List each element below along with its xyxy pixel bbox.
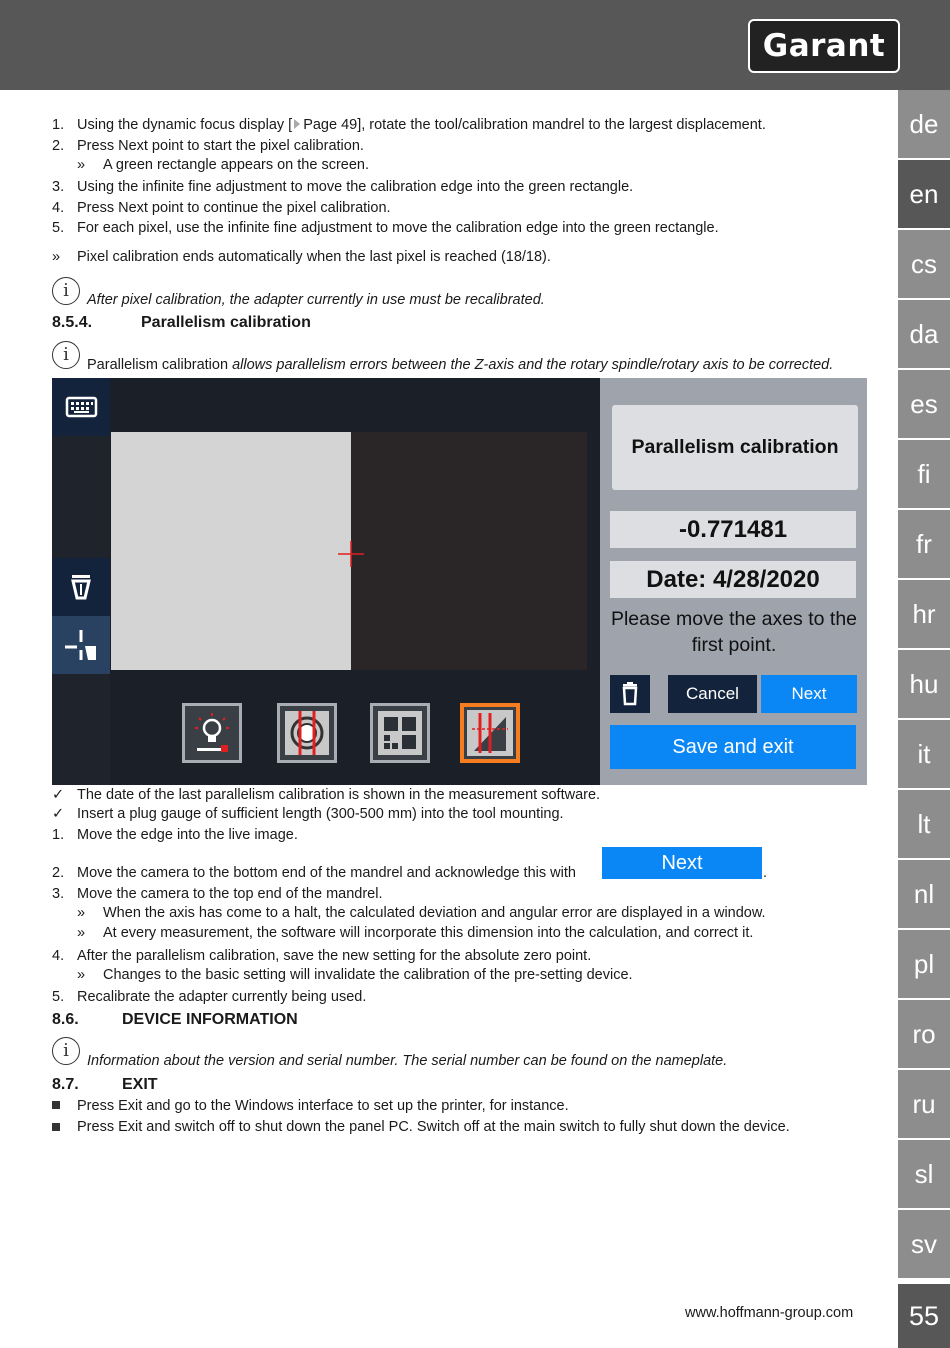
lang-tab-sv[interactable]: sv <box>898 1210 950 1278</box>
delete-button[interactable] <box>610 675 650 713</box>
step-text: For each pixel, use the infinite fine adjustment to move the calibration edge into the green rectangle. <box>77 220 719 236</box>
trash-icon <box>610 675 650 713</box>
info-icon: i <box>52 1037 80 1065</box>
result-text: Changes to the basic setting will invalidate the calibration of the pre-setting device. <box>103 967 633 983</box>
deviation-value: -0.771481 <box>610 511 856 548</box>
live-image[interactable] <box>111 432 351 670</box>
lang-tab-ru[interactable]: ru <box>898 1070 950 1138</box>
step-text: Move the camera to the top end of the mandrel. <box>77 886 383 902</box>
step-text-before: Using the dynamic focus display [ <box>77 117 293 133</box>
tool-holder-icon <box>52 558 110 616</box>
app-screenshot <box>52 378 867 785</box>
save-and-exit-button[interactable]: Save and exit <box>610 725 856 769</box>
section-number: 8.6. <box>52 1011 79 1028</box>
step-text: After the parallelism calibration, save the new setting for the absolute zero point. <box>77 948 592 964</box>
result-marker: » <box>52 249 61 265</box>
note-plain: Parallelism calibration <box>87 357 229 373</box>
info-icon: i <box>52 277 80 305</box>
step-text-tail: . <box>763 865 768 881</box>
step-number: 2. <box>52 138 65 154</box>
parallelism-icon <box>464 707 516 759</box>
step-number: 4. <box>52 200 65 216</box>
date-value: 4/28/2020 <box>712 566 820 593</box>
keyboard-button[interactable] <box>52 378 110 436</box>
instruction-message: Please move the axes to the first point. <box>610 608 858 656</box>
step-text: Recalibrate the adapter currently being used. <box>77 989 367 1005</box>
footer-url[interactable]: www.hoffmann-group.com <box>685 1305 854 1321</box>
lang-tab-nl[interactable]: nl <box>898 860 950 928</box>
lang-tab-it[interactable]: it <box>898 720 950 788</box>
lang-tab-en[interactable]: en <box>898 160 950 228</box>
tool-holder-button[interactable] <box>52 558 110 616</box>
step-number: 3. <box>52 179 65 195</box>
bullet-text: Press Exit and go to the Windows interface to set up the printer, for instance. <box>77 1098 569 1114</box>
step-number: 1. <box>52 117 65 133</box>
date-label: Date: <box>646 566 707 593</box>
red-crosshair-icon <box>338 541 364 567</box>
calibration-panel <box>600 378 867 785</box>
lang-tab-hr[interactable]: hr <box>898 580 950 648</box>
result-marker: » <box>77 925 86 941</box>
info-icon: i <box>52 341 80 369</box>
bullet-text: Press Exit and switch off to shut down the panel PC. Switch off at the main switch to fully shut down the device. <box>77 1119 790 1135</box>
note-text <box>87 356 833 374</box>
concentricity-icon <box>280 706 334 760</box>
result-text: A green rectangle appears on the screen. <box>103 157 370 173</box>
lang-tab-pl[interactable]: pl <box>898 930 950 998</box>
section-title: Parallelism calibration <box>141 314 311 331</box>
lang-tab-sl[interactable]: sl <box>898 1140 950 1208</box>
section-title: EXIT <box>122 1076 158 1093</box>
next-button[interactable]: Next <box>761 675 857 713</box>
grid-view-button[interactable] <box>370 703 430 763</box>
lang-tab-de[interactable]: de <box>898 90 950 158</box>
lang-tab-ro[interactable]: ro <box>898 1000 950 1068</box>
panel-title: Parallelism calibration <box>612 405 858 490</box>
precondition-text: The date of the last parallelism calibration is shown in the measurement software. <box>77 787 601 803</box>
keyboard-icon <box>52 378 110 436</box>
step-number: 5. <box>52 989 65 1005</box>
step-number: 2. <box>52 865 65 881</box>
parallelism-button[interactable] <box>460 703 520 763</box>
result-marker: » <box>77 967 86 983</box>
step-text: Press Next point to start the pixel calibration. <box>77 138 364 154</box>
result-text: At every measurement, the software will incorporate this dimension into the calculation, and correct it. <box>103 925 754 941</box>
step-text: Press Next point to continue the pixel calibration. <box>77 200 391 216</box>
lang-tab-da[interactable]: da <box>898 300 950 368</box>
result-text: Pixel calibration ends automatically when the last pixel is reached (18/18). <box>77 249 551 265</box>
page-number: 55 <box>898 1284 950 1348</box>
lang-tab-cs[interactable]: cs <box>898 230 950 298</box>
step-text: Move the edge into the live image. <box>77 827 298 843</box>
step-text: Using the infinite fine adjustment to move the calibration edge into the green rectangle. <box>77 179 634 195</box>
step-number: 3. <box>52 886 65 902</box>
language-sidebar <box>898 90 950 1280</box>
lang-tab-hu[interactable]: hu <box>898 650 950 718</box>
section-number: 8.5.4. <box>52 314 93 331</box>
note-text: After pixel calibration, the adapter currently in use must be recalibrated. <box>87 292 545 308</box>
step-text: Move the camera to the bottom end of the mandrel and acknowledge this with <box>77 865 576 881</box>
step-number: 1. <box>52 827 65 843</box>
live-image-dark-area <box>351 432 587 670</box>
crosshair-tool-button[interactable] <box>52 616 110 674</box>
result-text: When the axis has come to a halt, the calculated deviation and angular error are displayed in a window. <box>103 905 766 921</box>
check-mark-icon: ✓ <box>52 806 65 822</box>
step-number: 5. <box>52 220 65 236</box>
lang-tab-fi[interactable]: fi <box>898 440 950 508</box>
lighting-button[interactable] <box>182 703 242 763</box>
result-marker: » <box>77 905 86 921</box>
lang-tab-lt[interactable]: lt <box>898 790 950 858</box>
precondition-text: Insert a plug gauge of sufficient length (300-500 mm) into the tool mounting. <box>77 806 564 822</box>
bullet-square-icon <box>52 1101 60 1109</box>
note-italic: allows parallelism errors between the Z-axis and the rotary spindle/rotary axis to be corrected. <box>232 357 834 373</box>
inline-next-button: Next <box>602 847 762 879</box>
note-text: Information about the version and serial number. The serial number can be found on the nameplate. <box>87 1053 728 1069</box>
left-toolbar <box>52 378 110 785</box>
step-text-after: Page 49], rotate the tool/calibration mandrel to the largest displacement. <box>303 117 766 133</box>
calibration-date <box>610 561 856 598</box>
section-number: 8.7. <box>52 1076 79 1093</box>
step-number: 4. <box>52 948 65 964</box>
lang-tab-es[interactable]: es <box>898 370 950 438</box>
result-marker: » <box>77 157 86 173</box>
crosshair-tool-icon <box>52 616 110 674</box>
light-bulb-icon <box>185 706 239 760</box>
section-title: DEVICE INFORMATION <box>122 1011 298 1028</box>
grid-view-icon <box>373 706 427 760</box>
check-mark-icon: ✓ <box>52 787 65 803</box>
concentricity-button[interactable] <box>277 703 337 763</box>
garant-logo: Garant <box>748 19 900 73</box>
page-link-arrow-icon <box>294 119 300 129</box>
step-text <box>77 116 766 134</box>
cancel-button[interactable]: Cancel <box>668 675 757 713</box>
lang-tab-fr[interactable]: fr <box>898 510 950 578</box>
bullet-square-icon <box>52 1123 60 1131</box>
